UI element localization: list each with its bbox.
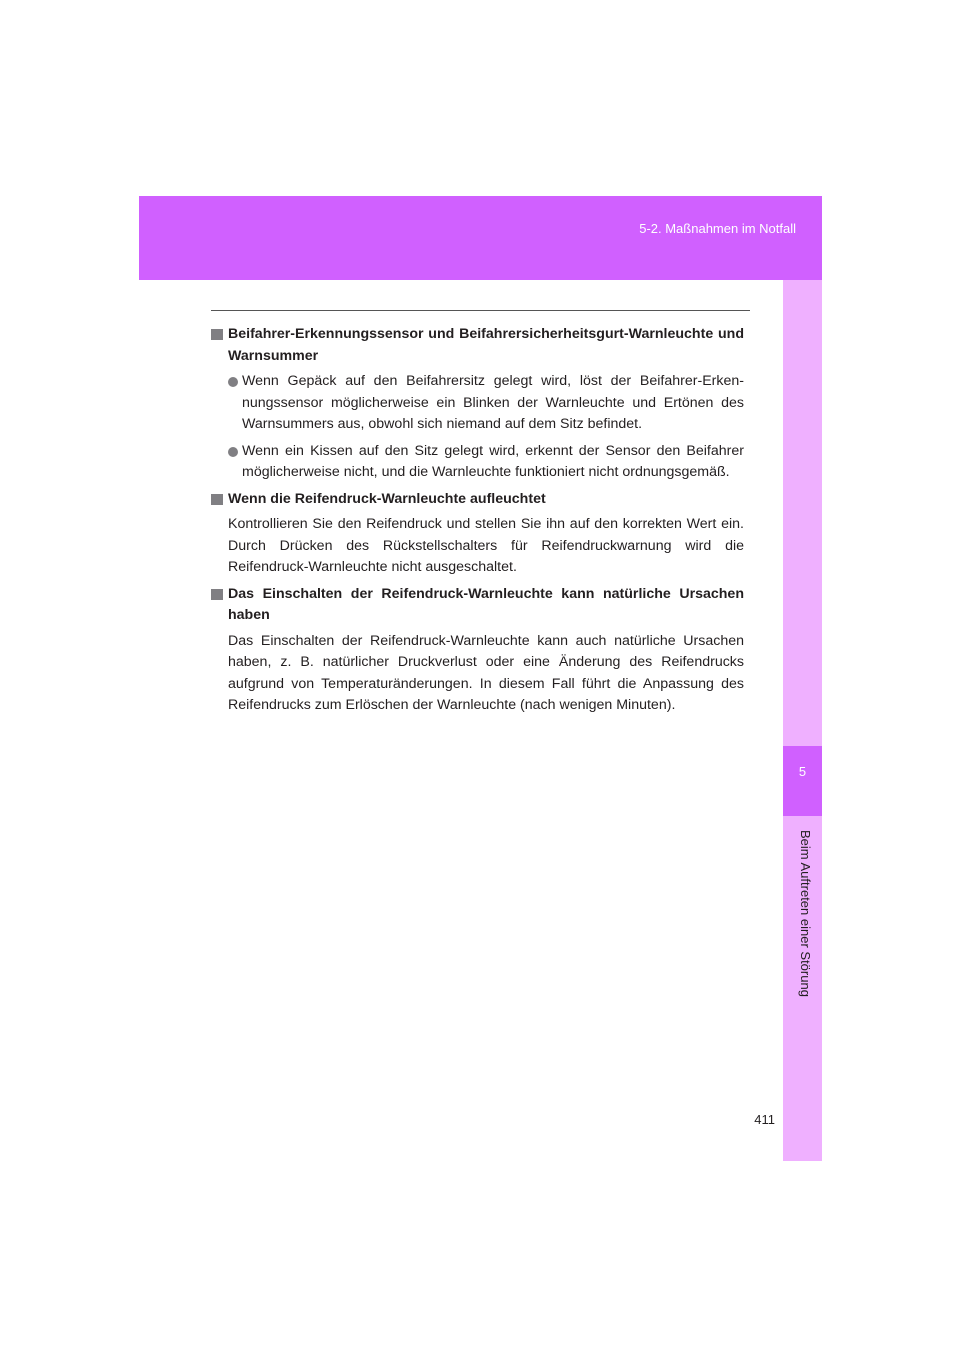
bullet-text: Wenn ein Kissen auf den Sitz gelegt wird, erkennt der Sensor den Beifahrer möglicherweise nicht, und die Warnleuchte funktioniert nicht ordnungsgemäß. xyxy=(242,442,744,480)
round-bullet-icon xyxy=(228,377,238,387)
heading-text: Beifahrer-Erkennungssensor und Beifahrersicherheitsgurt-Warnleuchte und Warnsummer xyxy=(228,326,744,364)
heading-natural-causes xyxy=(211,584,744,627)
square-bullet-icon xyxy=(211,589,223,600)
paragraph-natural-causes: Das Einschalten der Reifendruck-Warnleuchte kann auch natürliche Ursachen haben, z. B. natürlicher Druckverlust oder eine Änderung des Reifendrucks aufgrund von Temperaturänderungen. In diesem Fall führt die Anpassung des Reifendrucks zum Erlöschen der Warnleuchte (nach wenigen Minuten). xyxy=(228,632,744,713)
bullet-item-cushion xyxy=(228,441,744,484)
chapter-side-tab xyxy=(783,280,822,1161)
square-bullet-icon xyxy=(211,329,223,340)
section-title: 5-2. Maßnahmen im Notfall xyxy=(639,221,796,236)
heading-tire-pressure-light xyxy=(211,489,744,511)
chapter-number-block xyxy=(783,746,822,816)
header-band xyxy=(139,196,822,280)
square-bullet-icon xyxy=(211,494,223,505)
heading-text: Das Einschalten der Reifendruck-Warnleuchte kann natürliche Ursachen haben xyxy=(228,585,744,623)
bullet-text: Wenn Gepäck auf den Beifahrersitz gelegt wird, löst der Beifahrer-Erkennungssensor möglicherweise ein Blinken der Warnleuchte und Ertönen des Warnsummers aus, obwohl sich niemand auf dem Sitz befindet. xyxy=(242,373,744,432)
chapter-number: 5 xyxy=(798,764,807,779)
paragraph-tire-pressure: Kontrollieren Sie den Reifendruck und stellen Sie ihn auf den korrekten Wert ein. Durch Drücken des Rückstellschalters für Reifendruckwarnung wird die Reifendruck-Warnleuchte nicht ausgeschaltet. xyxy=(228,516,744,575)
page-content xyxy=(211,324,744,722)
chapter-title: Beim Auftreten einer Störung xyxy=(798,830,813,997)
section-divider xyxy=(211,310,750,311)
page-number: 411 xyxy=(754,1112,775,1127)
round-bullet-icon xyxy=(228,447,238,457)
heading-text: Wenn die Reifendruck-Warnleuchte aufleuchtet xyxy=(228,490,546,507)
bullet-item-luggage xyxy=(228,371,744,436)
heading-passenger-sensor xyxy=(211,324,744,367)
